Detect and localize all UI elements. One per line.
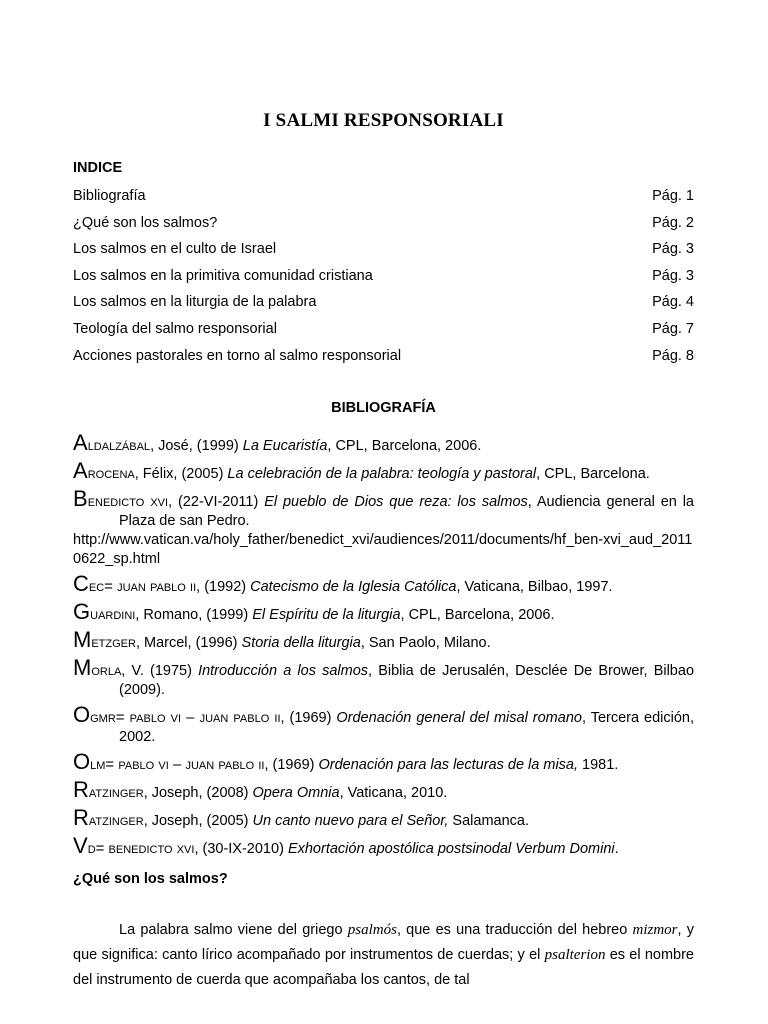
author-name: ec= juan pablo ii	[88, 578, 197, 595]
entry-publisher: , Vaticana, 2010.	[339, 785, 448, 801]
bibliography-entry	[73, 486, 694, 569]
author-name: rocena	[87, 465, 135, 482]
toc-label: ¿Qué son los salmos?	[73, 214, 218, 231]
work-title: Opera Omnia	[252, 785, 340, 801]
toc-page: Pág. 2	[652, 214, 694, 231]
author-initial: V	[73, 833, 88, 858]
author-name: enedicto xvi	[87, 493, 169, 510]
entry-publisher: 1981.	[578, 757, 619, 773]
toc-label: Acciones pastorales en torno al salmo responsorial	[73, 347, 402, 364]
entry-publisher: , Tercera edición, 2002.	[119, 710, 694, 745]
author-initial: R	[73, 777, 89, 802]
author-initial: B	[73, 486, 88, 511]
table-of-contents	[73, 185, 694, 371]
work-title: Ordenación para las lecturas de la misa,	[318, 757, 579, 773]
index-heading: INDICE	[73, 160, 123, 176]
bibliography-entry	[73, 702, 694, 747]
bibliography-list	[73, 430, 695, 864]
author-initial: O	[73, 749, 91, 774]
author-name: orla	[91, 662, 122, 679]
work-title: Storia della liturgia	[241, 635, 361, 651]
toc-entry	[73, 212, 694, 239]
bibliography-entry	[73, 627, 694, 653]
entry-publisher: , Biblia de Jerusalén, Desclée De Brower, Bilbao (2009).	[119, 663, 695, 698]
greek-term: psalmós	[347, 922, 397, 938]
author-name: gmr= pablo vi – juan pablo ii	[90, 709, 281, 726]
bibliography-entry	[73, 571, 694, 597]
bibliography-entry	[73, 777, 694, 803]
toc-entry	[73, 291, 694, 318]
toc-entry	[73, 185, 694, 212]
entry-publisher: .	[614, 841, 619, 857]
toc-page: Pág. 4	[652, 294, 694, 311]
toc-page: Pág. 3	[652, 267, 694, 284]
author-name: d= benedicto xvi	[87, 840, 195, 857]
bibliography-entry	[73, 599, 694, 625]
toc-entry	[73, 318, 694, 345]
entry-publisher: , CPL, Barcelona, 2006.	[327, 438, 482, 454]
toc-page: Pág. 3	[652, 241, 694, 258]
hebrew-term: mizmor	[632, 922, 678, 938]
entry-url[interactable]: http://www.vatican.va/holy_father/benedict_xvi/audiences/2011/documents/hf_ben-xvi_aud_20110622_sp.html	[73, 532, 693, 567]
work-title: Introducción a los salmos	[198, 663, 369, 679]
entry-details: , Félix, (2005)	[134, 466, 228, 482]
work-title: El pueblo de Dios que reza: los salmos	[264, 494, 528, 510]
entry-publisher: , CPL, Barcelona, 2006.	[400, 607, 555, 623]
work-title: La celebración de la palabra: teología y pastoral	[227, 466, 537, 482]
toc-page: Pág. 1	[652, 188, 694, 204]
author-initial: M	[73, 655, 92, 680]
toc-label: Los salmos en el culto de Israel	[73, 241, 277, 258]
work-title: Ordenación general del misal romano	[336, 710, 582, 726]
entry-details: , José, (1999)	[150, 438, 243, 454]
entry-details: , (1969)	[264, 757, 319, 773]
toc-label: Teología del salmo responsorial	[73, 320, 277, 337]
work-title: Exhortación apostólica postsinodal Verbum Domini	[287, 841, 615, 857]
bibliography-entry	[73, 430, 694, 456]
entry-details: , Romano, (1999)	[135, 607, 253, 623]
document-title: I SALMI RESPONSORIALI	[263, 110, 504, 131]
toc-label: Los salmos en la primitiva comunidad cristiana	[73, 267, 373, 284]
toc-entry	[73, 265, 694, 292]
bibliography-entry	[73, 655, 695, 700]
entry-publisher: , San Paolo, Milano.	[360, 635, 491, 651]
author-name: lm= pablo vi – juan pablo ii	[90, 756, 265, 773]
work-title: Catecismo de la Iglesia Católica	[250, 579, 457, 595]
entry-publisher: , Audiencia general en la Plaza de san Pedro.	[119, 494, 694, 529]
author-initial: A	[73, 458, 88, 483]
author-name: atzinger	[88, 784, 144, 801]
entry-details: , (1992)	[196, 579, 251, 595]
work-title: La Eucaristía	[242, 438, 328, 454]
toc-entry	[73, 238, 694, 265]
author-initial: R	[73, 805, 89, 830]
entry-details: , Joseph, (2008)	[143, 785, 253, 801]
toc-label: Los salmos en la liturgia de la palabra	[73, 294, 317, 311]
entry-details: , Joseph, (2005)	[143, 813, 253, 829]
entry-details: , Marcel, (1996)	[135, 635, 242, 651]
author-initial: A	[73, 430, 88, 455]
body-paragraph: La palabra salmo viene del griego psalmós, que es una traducción del hebreo mizmor, y que significa: canto lírico acompañado por instrumentos de cuerdas; y el psalterion es el nombre del instrumento de cuerda que acompañaba los cantos, de tal	[73, 922, 695, 988]
entry-details: , (1969)	[280, 710, 337, 726]
author-initial: M	[73, 627, 92, 652]
entry-publisher: Salamanca.	[448, 813, 530, 829]
bibliography-entry	[73, 458, 694, 484]
bibliography-entry	[73, 805, 694, 831]
bibliography-heading: BIBLIOGRAFÍA	[331, 400, 436, 416]
entry-details: , V. (1975)	[121, 663, 199, 679]
author-initial: C	[73, 571, 89, 596]
entry-details: , (22-VI-2011)	[168, 494, 265, 510]
author-initial: O	[73, 702, 91, 727]
toc-page: Pág. 7	[652, 320, 694, 337]
bibliography-entry	[73, 833, 694, 859]
author-name: etzger	[91, 634, 136, 651]
work-title: El Espíritu de la liturgia	[252, 607, 401, 623]
toc-page: Pág. 8	[652, 347, 694, 364]
work-title: Un canto nuevo para el Señor,	[252, 813, 449, 829]
bibliography-entry	[73, 749, 694, 775]
author-name: uardini	[90, 606, 136, 623]
instrument-term: psalterion	[544, 947, 606, 963]
entry-publisher: , Vaticana, Bilbao, 1997.	[456, 579, 613, 595]
entry-publisher: , CPL, Barcelona.	[536, 466, 650, 482]
author-name: atzinger	[88, 812, 144, 829]
section-heading: ¿Qué son los salmos?	[73, 871, 228, 887]
author-initial: G	[73, 599, 91, 624]
author-name: ldalzábal	[87, 437, 151, 454]
toc-entry	[73, 345, 694, 372]
entry-details: , (30-IX-2010)	[194, 841, 288, 857]
toc-label: Bibliografía	[73, 188, 146, 204]
